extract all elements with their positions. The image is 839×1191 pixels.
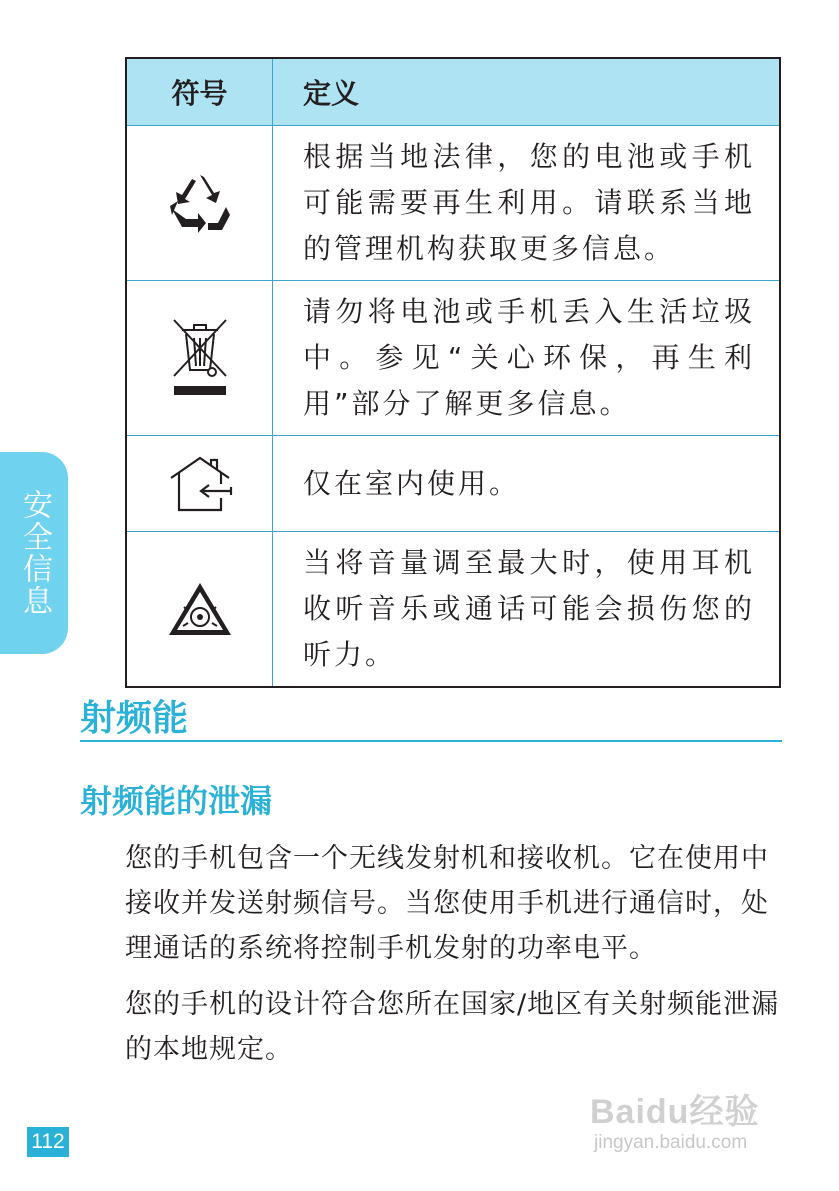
page-number: 112 <box>27 1127 69 1157</box>
crossed-bin-icon <box>170 316 230 400</box>
header-definition: 定义 <box>273 58 781 126</box>
table-row <box>126 281 780 436</box>
table-row <box>126 436 780 532</box>
watermark-url: jingyan.baidu.com <box>594 1132 748 1153</box>
row-definition: 请勿将电池或手机丢入生活垃圾中。参见“关心环保，再生利用”部分了解更多信息。 <box>273 281 781 436</box>
subsection-heading: 射频能的泄漏 <box>80 782 273 820</box>
indoor-use-icon <box>167 454 233 514</box>
row-definition: 根据当地法律，您的电池或手机可能需要再生利用。请联系当地的管理机构获取更多信息。 <box>273 126 781 281</box>
symbol-table <box>125 57 781 688</box>
side-chapter-label: 安全信息 <box>17 489 52 617</box>
table-row <box>126 126 780 281</box>
section-heading: 射频能 <box>80 698 189 739</box>
section-divider <box>80 740 782 742</box>
body-paragraph: 您的手机包含一个无线发射机和接收机。它在使用中接收并发送射频信号。当您使用手机进行通信时，处理通话的系统将控制手机发射的功率电平。 <box>125 843 769 964</box>
baidu-watermark <box>590 1062 790 1162</box>
table-header-row <box>126 58 780 126</box>
side-chapter-tab <box>0 452 68 654</box>
row-definition: 仅在室内使用。 <box>273 436 781 532</box>
watermark-logo-text: Baidu经验 <box>590 1093 760 1131</box>
table-row <box>126 532 780 688</box>
header-symbol: 符号 <box>126 58 273 126</box>
recycle-icon <box>168 173 232 233</box>
body-paragraph: 您的手机的设计符合您所在国家/地区有关射频能泄漏的本地规定。 <box>125 989 780 1065</box>
row-definition: 当将音量调至最大时，使用耳机收听音乐或通话可能会损伤您的听力。 <box>273 532 781 688</box>
hearing-warning-icon <box>167 581 233 637</box>
